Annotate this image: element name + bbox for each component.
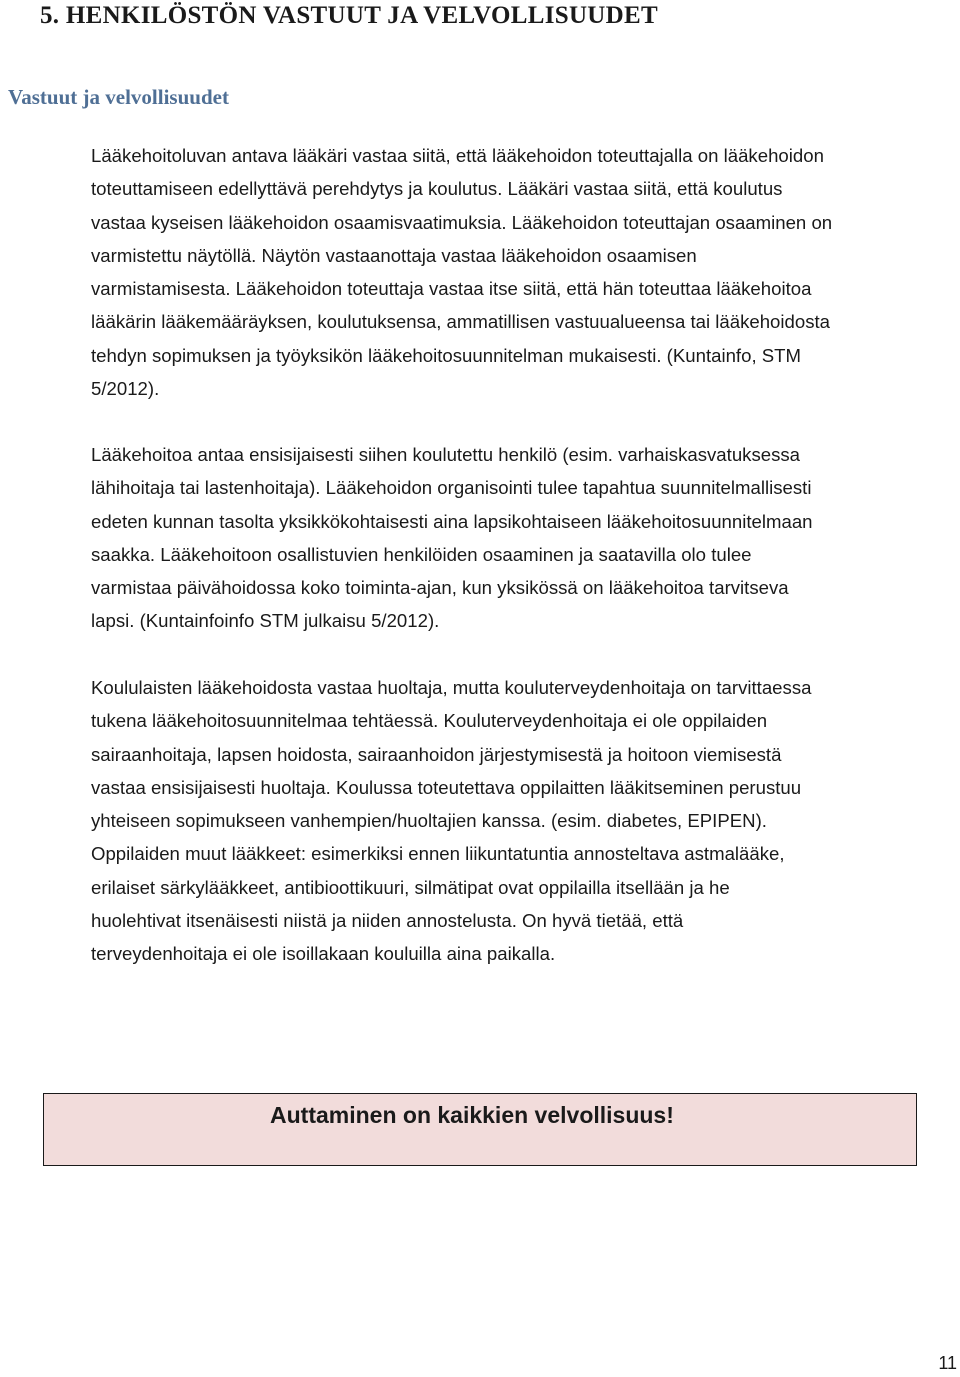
paragraph-line: Lääkehoitoluvan antava lääkäri vastaa siitä, että lääkehoidon toteuttajalla on lääkehoidon — [91, 145, 824, 166]
page-number: 11 — [938, 1353, 957, 1373]
paragraph-school — [91, 671, 959, 971]
paragraph-line: saakka. Lääkehoitoon osallistuvien henkilöiden osaaminen ja saatavilla olo tulee — [91, 543, 752, 565]
paragraph-line: lähihoitaja tai lastenhoitaja). Lääkehoidon organisointi tulee tapahtua suunnitelmallisesti — [91, 477, 812, 499]
paragraph-line: sairaanhoitaja, lapsen hoidosta, sairaanhoidon järjestymisestä ja hoitoon viemisestä — [91, 743, 782, 765]
paragraph-line: tehdyn sopimuksen ja työyksikön lääkehoitosuunnitelman mukaisesti. (Kuntainfo, STM — [91, 344, 802, 366]
paragraph-line: erilaiset särkylääkkeet, antibioottikuuri, silmätipat ovat oppilailla itsellään ja he — [91, 876, 730, 898]
paragraph-line: lapsi. (Kuntainfoinfo STM julkaisu 5/2012). — [91, 610, 440, 632]
paragraph-responsibilities — [91, 139, 959, 405]
callout-text: Auttaminen on kaikkien velvollisuus! — [270, 1102, 674, 1128]
paragraph-line: vastaa ensisijaisesti huoltaja. Koulussa toteutettava oppilaitten lääkitseminen perustuu — [91, 776, 802, 798]
paragraph-line: Koululaisten lääkehoidosta vastaa huoltaja, mutta kouluterveydenhoitaja on tarvittaessa — [91, 677, 812, 698]
paragraph-line: toteuttamiseen edellyttävä perehdytys ja koulutus. Lääkäri vastaa siitä, että koulutus — [91, 178, 783, 200]
chapter-heading: 5. HENKILÖSTÖN VASTUUT JA VELVOLLISUUDET — [40, 2, 658, 29]
paragraph-line: tukena lääkehoitosuunnitelmaa tehtäessä. Kouluterveydenhoitaja ei ole oppilaiden — [91, 710, 768, 732]
paragraph-line: 5/2012). — [91, 378, 160, 400]
section-heading: Vastuut ja velvollisuudet — [8, 85, 229, 109]
paragraph-daycare — [91, 438, 959, 638]
callout-box — [43, 1093, 917, 1166]
paragraph-line: terveydenhoitaja ei ole isoillakaan kouluilla aina paikalla. — [91, 943, 556, 965]
paragraph-line: Oppilaiden muut lääkkeet: esimerkiksi ennen liikuntatuntia annosteltava astmalääke, — [91, 843, 785, 865]
paragraph-line: yhteiseen sopimukseen vanhempien/huoltajien kanssa. (esim. diabetes, EPIPEN). — [91, 810, 767, 832]
paragraph-line: Lääkehoitoa antaa ensisijaisesti siihen koulutettu henkilö (esim. varhaiskasvatuksessa — [91, 444, 801, 465]
paragraph-line: varmistaa päivähoidossa koko toiminta-ajan, kun yksikössä on lääkehoitoa tarvitseva — [91, 577, 789, 599]
paragraph-line: huolehtivat itsenäisesti niistä ja niiden annostelusta. On hyvä tietää, että — [91, 910, 684, 932]
paragraph-line: edeten kunnan tasolta yksikkökohtaisesti aina lapsikohtaiseen lääkehoitosuunnitelmaan — [91, 510, 813, 532]
paragraph-line: varmistamisesta. Lääkehoidon toteuttaja vastaa itse siitä, että hän toteuttaa lääkehoitoa — [91, 278, 812, 300]
paragraph-line: lääkärin lääkemääräyksen, koulutuksensa, ammatillisen vastuualueensa tai lääkehoidosta — [91, 311, 831, 333]
paragraph-line: varmistettu näytöllä. Näytön vastaanottaja vastaa lääkehoidon osaamisen — [91, 244, 697, 266]
paragraph-line: vastaa kyseisen lääkehoidon osaamisvaatimuksia. Lääkehoidon toteuttajan osaaminen on — [91, 211, 833, 233]
